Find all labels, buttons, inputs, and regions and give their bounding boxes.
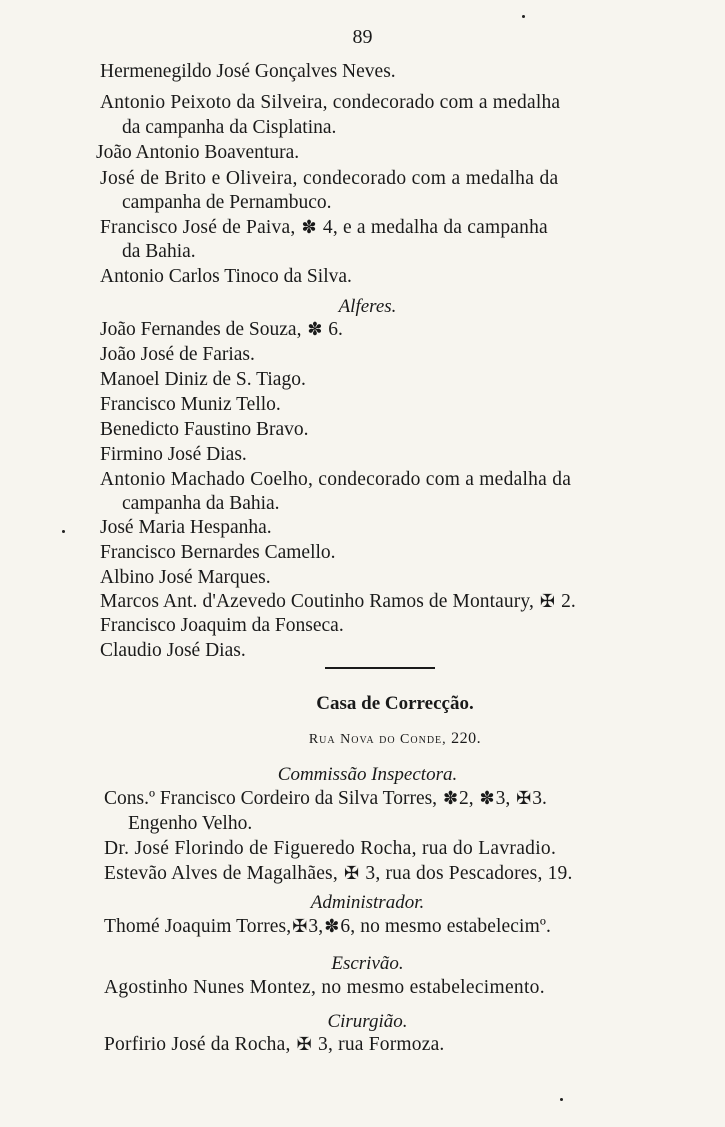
- entry-detail: 3, rua Formoza.: [318, 1034, 445, 1055]
- list-item: Francisco Bernardes Camello.: [100, 542, 336, 563]
- street-name: Rua Nova do Conde,: [308, 732, 447, 747]
- cross-icon: ✠: [292, 916, 308, 936]
- cross-icon: ✠: [539, 591, 556, 611]
- entry-name: Cons.º Francisco Cordeiro da Silva Torres,: [104, 788, 438, 809]
- entry-detail: 6, no mesmo estabelecimº.: [340, 916, 551, 937]
- entry-detail: 4, e a medalha da campanha: [322, 217, 548, 238]
- rose-icon: ✽: [479, 788, 495, 808]
- list-item: Antonio Peixoto da Silveira, condecorado com a medalha: [100, 92, 561, 113]
- list-item-continuation: da campanha da Cisplatina.: [122, 117, 337, 138]
- entry-detail: 6.: [328, 319, 343, 340]
- list-item: Benedicto Faustino Bravo.: [100, 419, 309, 440]
- list-item: Firmino José Dias.: [100, 444, 247, 465]
- entry-detail: 3,: [495, 788, 511, 809]
- list-item: [100, 218, 548, 238]
- section-title: Casa de Correcção.: [316, 693, 474, 714]
- page-number: 89: [352, 26, 373, 48]
- entry-name: Thomé Joaquim Torres,: [104, 916, 292, 937]
- rose-icon: ✽: [301, 217, 317, 237]
- list-item: [100, 592, 576, 612]
- list-item: José Maria Hespanha.: [100, 517, 272, 538]
- section-heading: Cirurgião.: [327, 1011, 408, 1032]
- list-item: [104, 917, 551, 937]
- list-item-continuation: campanha de Pernambuco.: [122, 192, 332, 213]
- list-item: [104, 789, 547, 809]
- street-address: [0, 731, 725, 747]
- rose-icon: ✽: [442, 788, 459, 808]
- list-item: Francisco Joaquim da Fonseca.: [100, 615, 344, 636]
- list-item: Albino José Marques.: [100, 567, 271, 588]
- rose-icon: ✽: [324, 916, 340, 936]
- entry-name: Marcos Ant. d'Azevedo Coutinho Ramos de Montaury,: [100, 591, 534, 612]
- section-heading: Escrivão.: [331, 953, 404, 974]
- list-item: Manoel Diniz de S. Tiago.: [100, 369, 306, 390]
- cross-icon: ✠: [296, 1034, 312, 1054]
- list-item-continuation: da Bahia.: [122, 241, 196, 262]
- cross-icon: ✠: [344, 863, 360, 883]
- section-heading: Commissão Inspectora.: [277, 764, 458, 785]
- entry-detail: 3,: [308, 916, 324, 937]
- list-item-continuation: campanha da Bahia.: [122, 493, 280, 514]
- list-item-continuation: Engenho Velho.: [128, 813, 253, 834]
- speck: [522, 15, 525, 18]
- list-item: Hermenegildo José Gonçalves Neves.: [100, 61, 396, 82]
- list-item: [104, 1035, 445, 1055]
- list-item: Agostinho Nunes Montez, no mesmo estabelecimento.: [104, 977, 545, 998]
- entry-detail: 2,: [459, 788, 474, 809]
- section-heading: Administrador.: [310, 892, 425, 913]
- entry-detail: 2.: [561, 591, 576, 612]
- list-item: [100, 320, 343, 340]
- entry-detail: 3.: [532, 788, 547, 809]
- list-item: [104, 864, 573, 884]
- speck: [560, 1098, 563, 1101]
- list-item: João José de Farias.: [100, 344, 255, 365]
- entry-name: Porfirio José da Rocha,: [104, 1034, 291, 1055]
- entry-name: João Fernandes de Souza,: [100, 319, 302, 340]
- rose-icon: ✽: [307, 319, 323, 339]
- list-item: José de Brito e Oliveira, condecorado com a medalha da: [100, 168, 559, 189]
- section-divider: [325, 667, 435, 669]
- entry-detail: 3, rua dos Pescadores, 19.: [365, 863, 573, 884]
- list-item: Dr. José Florindo de Figueredo Rocha, rua do Lavradio.: [104, 838, 557, 859]
- entry-name: Francisco José de Paiva,: [100, 217, 296, 238]
- list-item: Antonio Carlos Tinoco da Silva.: [100, 266, 352, 287]
- street-number: 220.: [451, 730, 482, 747]
- entry-name: Estevão Alves de Magalhães,: [104, 863, 338, 884]
- list-item: Antonio Machado Coelho, condecorado com a medalha da: [100, 469, 572, 490]
- list-item: Claudio José Dias.: [100, 640, 246, 661]
- speck: [62, 530, 65, 533]
- list-item: Francisco Muniz Tello.: [100, 394, 281, 415]
- list-item: João Antonio Boaventura.: [96, 142, 300, 163]
- section-heading: Alferes.: [338, 296, 397, 317]
- cross-icon: ✠: [516, 788, 532, 808]
